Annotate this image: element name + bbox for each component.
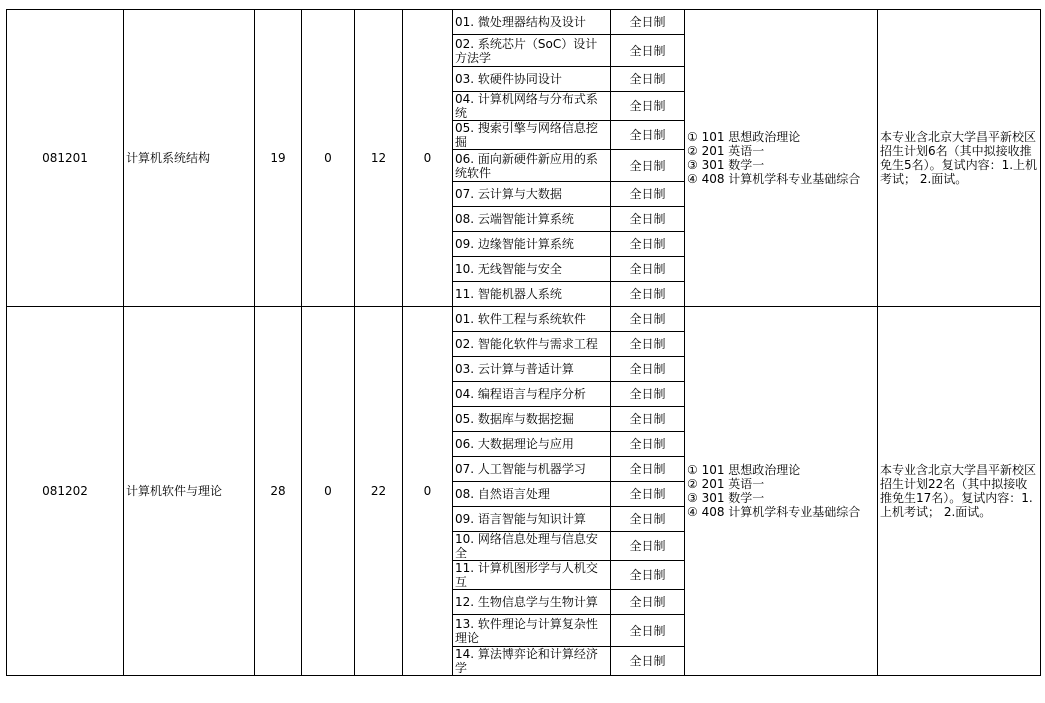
research-direction: 08. 云端智能计算系统 [453,207,611,232]
research-direction: 02. 智能化软件与需求工程 [453,332,611,357]
research-direction: 07. 人工智能与机器学习 [453,457,611,482]
exam-subject: ② 201 英语一 [687,144,765,158]
research-direction: 03. 云计算与普适计算 [453,357,611,382]
research-direction: 05. 搜索引擎与网络信息挖掘 [453,121,611,150]
plan-count-c: 0 [403,10,453,307]
exam-subject: ④ 408 计算机学科专业基础综合 [687,505,861,519]
research-direction: 06. 大数据理论与应用 [453,432,611,457]
major-name: 计算机软件与理论 [124,307,255,676]
study-mode: 全日制 [611,647,685,676]
study-mode: 全日制 [611,150,685,182]
study-mode: 全日制 [611,67,685,92]
study-mode: 全日制 [611,257,685,282]
research-direction: 08. 自然语言处理 [453,482,611,507]
study-mode: 全日制 [611,121,685,150]
study-mode: 全日制 [611,532,685,561]
study-mode: 全日制 [611,35,685,67]
plan-total: 19 [255,10,302,307]
research-direction: 11. 计算机图形学与人机交互 [453,561,611,590]
plan-count-b: 22 [355,307,403,676]
study-mode: 全日制 [611,92,685,121]
study-mode: 全日制 [611,482,685,507]
research-direction: 03. 软硬件协同设计 [453,67,611,92]
study-mode: 全日制 [611,590,685,615]
admissions-table [6,9,1041,676]
research-direction: 14. 算法博弈论和计算经济学 [453,647,611,676]
research-direction: 09. 边缘智能计算系统 [453,232,611,257]
exam-subjects [685,307,878,676]
exam-subject: ① 101 思想政治理论 [687,463,801,477]
major-code: 081202 [7,307,124,676]
research-direction: 09. 语言智能与知识计算 [453,507,611,532]
study-mode: 全日制 [611,207,685,232]
research-direction: 07. 云计算与大数据 [453,182,611,207]
study-mode: 全日制 [611,457,685,482]
study-mode: 全日制 [611,561,685,590]
research-direction: 13. 软件理论与计算复杂性理论 [453,615,611,647]
exam-subject: ② 201 英语一 [687,477,765,491]
study-mode: 全日制 [611,332,685,357]
study-mode: 全日制 [611,507,685,532]
research-direction: 11. 智能机器人系统 [453,282,611,307]
plan-total: 28 [255,307,302,676]
remarks: 本专业含北京大学昌平新校区招生计划22名（其中拟接收推免生17名）。复试内容：1.上机考试； 2.面试。 [878,307,1041,676]
study-mode: 全日制 [611,615,685,647]
study-mode: 全日制 [611,432,685,457]
study-mode: 全日制 [611,10,685,35]
table-row [7,307,1041,332]
study-mode: 全日制 [611,407,685,432]
plan-count-a: 0 [302,307,355,676]
major-name: 计算机系统结构 [124,10,255,307]
research-direction: 12. 生物信息学与生物计算 [453,590,611,615]
exam-subject: ③ 301 数学一 [687,491,765,505]
research-direction: 10. 网络信息处理与信息安全 [453,532,611,561]
exam-subject: ① 101 思想政治理论 [687,130,801,144]
major-code: 081201 [7,10,124,307]
study-mode: 全日制 [611,182,685,207]
exam-subject: ③ 301 数学一 [687,158,765,172]
remarks: 本专业含北京大学昌平新校区招生计划6名（其中拟接收推免生5名）。复试内容：1.上机考试； 2.面试。 [878,10,1041,307]
table-body [7,10,1041,676]
study-mode: 全日制 [611,282,685,307]
exam-subject: ④ 408 计算机学科专业基础综合 [687,172,861,186]
study-mode: 全日制 [611,307,685,332]
research-direction: 04. 编程语言与程序分析 [453,382,611,407]
research-direction: 01. 微处理器结构及设计 [453,10,611,35]
plan-count-a: 0 [302,10,355,307]
plan-count-b: 12 [355,10,403,307]
research-direction: 06. 面向新硬件新应用的系统软件 [453,150,611,182]
research-direction: 02. 系统芯片（SoC）设计方法学 [453,35,611,67]
research-direction: 01. 软件工程与系统软件 [453,307,611,332]
exam-subjects [685,10,878,307]
study-mode: 全日制 [611,357,685,382]
study-mode: 全日制 [611,232,685,257]
research-direction: 04. 计算机网络与分布式系统 [453,92,611,121]
table-row [7,10,1041,35]
research-direction: 05. 数据库与数据挖掘 [453,407,611,432]
plan-count-c: 0 [403,307,453,676]
study-mode: 全日制 [611,382,685,407]
research-direction: 10. 无线智能与安全 [453,257,611,282]
